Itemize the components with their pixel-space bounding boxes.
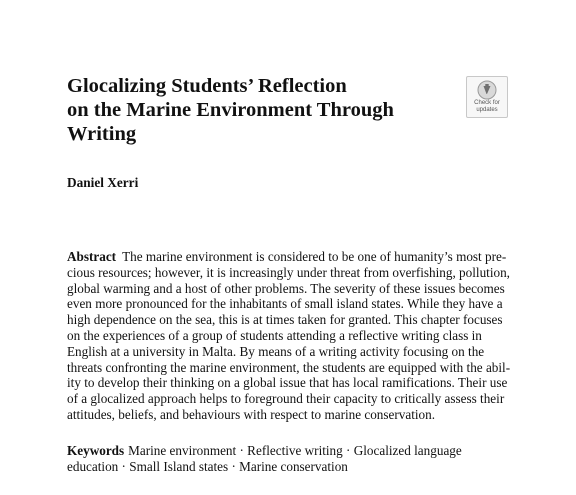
- abstract-line: global warming and a host of other problems. The severity of these issues becomes: [67, 280, 505, 296]
- keywords-label: Keywords: [67, 443, 125, 458]
- keywords-line: education · Small Island states · Marine conservation: [67, 459, 348, 474]
- badge-text-line2: updates: [476, 106, 498, 113]
- abstract-text: The marine environment is considered to be one of humanity’s most pre-: [122, 249, 507, 264]
- title-line: Glocalizing Students’ Reflection: [67, 75, 347, 97]
- abstract-line: even more pronounced for the inhabitants of small island states. While they have a: [67, 296, 503, 312]
- keywords-line: [67, 443, 509, 459]
- badge-text-line1: Check for: [474, 100, 500, 106]
- abstract-line: of a glocalized approach helps to foreground their capacity to critically assess their: [67, 391, 505, 407]
- abstract-line: on the experiences of a group of students attending a reflective writing class in: [67, 327, 482, 343]
- paper-title: [67, 74, 447, 146]
- abstract: [67, 249, 509, 423]
- abstract-line: attitudes, beliefs, and behaviours with respect to marine conservation.: [67, 406, 436, 422]
- check-for-updates-badge[interactable]: [466, 76, 508, 118]
- keywords-text: Marine environment · Reflective writing · Glocalized language: [128, 443, 462, 458]
- abstract-line: [67, 249, 509, 265]
- title-line: on the Marine Environment Through: [67, 99, 394, 121]
- check-for-updates-icon: [477, 80, 497, 100]
- abstract-line: English at a university in Malta. By means of a writing activity focusing on the: [67, 343, 485, 359]
- abstract-line: ity to develop their thinking on a global issue that has local ramifications. Their use: [67, 375, 508, 391]
- abstract-label: Abstract: [67, 249, 117, 264]
- keywords: [67, 443, 509, 475]
- abstract-line: cious resources; however, it is increasingly under threat from overfishing, pollution,: [67, 264, 510, 280]
- abstract-line: high dependence on the sea, this is at times taken for granted. This chapter focuses: [67, 312, 503, 328]
- author-name: Daniel Xerri: [67, 175, 139, 190]
- abstract-line: threats confronting the marine environment, the students are equipped with the abil-: [67, 359, 511, 375]
- title-line: Writing: [67, 123, 137, 145]
